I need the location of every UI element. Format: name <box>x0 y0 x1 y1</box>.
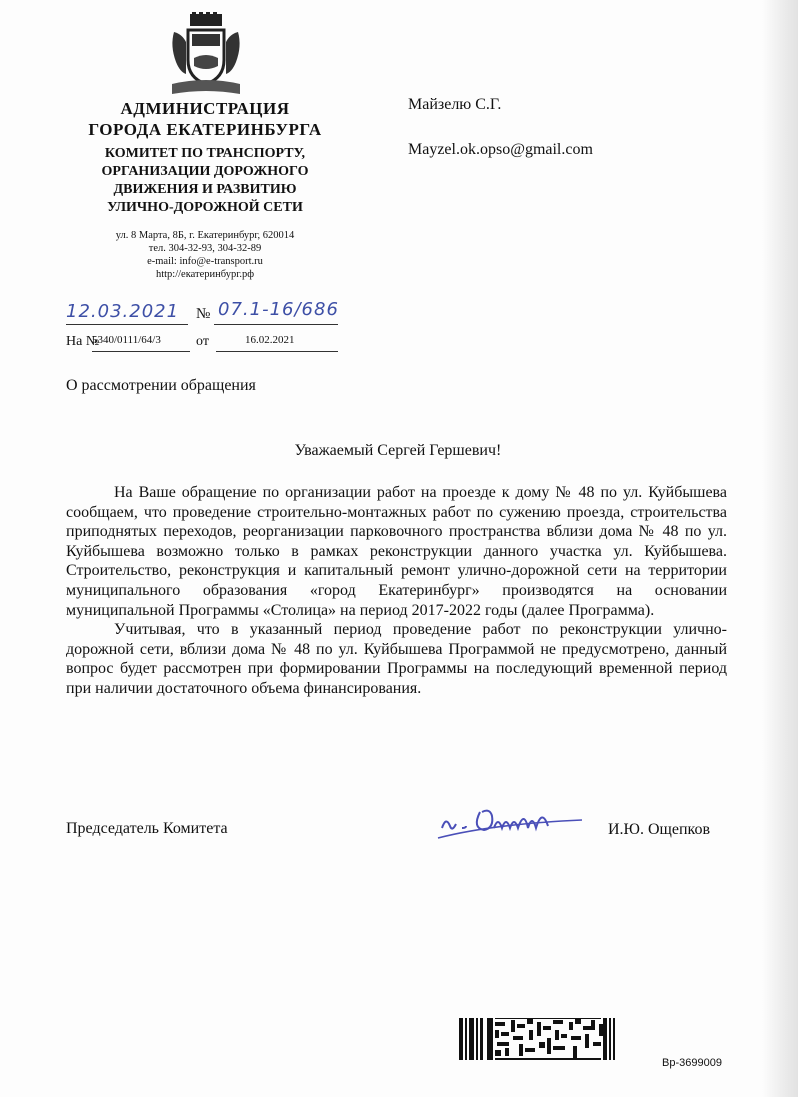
committee-line-1: КОМИТЕТ ПО ТРАНСПОРТУ, <box>104 146 306 161</box>
date-underline <box>66 324 188 325</box>
reference-date: 16.02.2021 <box>245 334 295 346</box>
city-coat-of-arms-icon <box>168 12 244 100</box>
number-underline <box>214 324 338 325</box>
committee-line-2: ОРГАНИЗАЦИИ ДОРОЖНОГО <box>101 164 309 179</box>
body-paragraph-1: На Ваше обращение по организации работ на проезде к дому № 48 по ул. Куйбышева сообщаем, что проведение строительно-монтажных работ по сужению проезда, строительства приподнятых переходов, реорганизации парковочного пространства вблизи дома № 48 по ул. Куйбышева возможно только в рамках реконструкции данного участка ул. Куйбышева. Строительство, реконструкция и капитальный ремонт улично-дорожной сети на территории муниципального образования «город Екатеринбург» производятся на основании муниципальной Программы «Столица» на период 2017-2022 годы (далее Программа). <box>66 484 727 619</box>
handwritten-signature-icon <box>432 798 592 846</box>
number-sign: № <box>196 306 211 322</box>
reference-prefix: На № <box>66 334 100 349</box>
signatory-name: И.Ю. Ощепков <box>608 821 711 838</box>
reference-from-label: от <box>196 334 209 349</box>
committee-name <box>60 145 350 217</box>
contact-block <box>60 229 350 281</box>
recipient-name: Майзелю С.Г. <box>408 96 502 113</box>
letter-subject: О рассмотрении обращения <box>66 377 256 394</box>
organization-name <box>60 98 350 140</box>
registration-code: Вр-3699009 <box>662 1057 722 1069</box>
org-line-2: ГОРОДА ЕКАТЕРИНБУРГА <box>88 120 322 139</box>
contact-phone: тел. 304-32-93, 304-32-89 <box>148 243 262 254</box>
committee-line-4: УЛИЧНО-ДОРОЖНОЙ СЕТИ <box>107 200 303 215</box>
contact-email: e-mail: info@e-transport.ru <box>147 256 263 267</box>
recipient-email: Mayzel.ok.opso@gmail.com <box>408 141 593 158</box>
handwritten-outgoing-number: 07.1-16/686 <box>218 299 339 320</box>
datamatrix-barcode-icon <box>459 1018 615 1060</box>
greeting: Уважаемый Сергей Гершевич! <box>294 442 502 459</box>
contact-website: http://екатеринбург.рф <box>155 269 255 280</box>
reference-number-underline <box>92 351 190 352</box>
handwritten-date: 12.03.2021 <box>66 301 180 322</box>
contact-address: ул. 8 Марта, 8Б, г. Екатеринбург, 620014 <box>115 230 295 241</box>
reference-number: 5340/0111/64/3 <box>92 334 161 346</box>
page-edge-shadow <box>762 0 798 1097</box>
letter-body <box>66 483 727 699</box>
committee-line-3: ДВИЖЕНИЯ И РАЗВИТИЮ <box>113 182 297 197</box>
signatory-title: Председатель Комитета <box>66 820 228 837</box>
reference-date-underline <box>216 351 338 352</box>
body-paragraph-2: Учитывая, что в указанный период проведение работ по реконструкции улично-дорожной сети, вблизи дома № 48 по ул. Куйбышева Программой не предусмотрено, данный вопрос будет рассмотрен при формировании Программы на последующий временной период при наличии достаточного объема финансирования. <box>66 621 727 697</box>
org-line-1: АДМИНИСТРАЦИЯ <box>120 99 290 118</box>
